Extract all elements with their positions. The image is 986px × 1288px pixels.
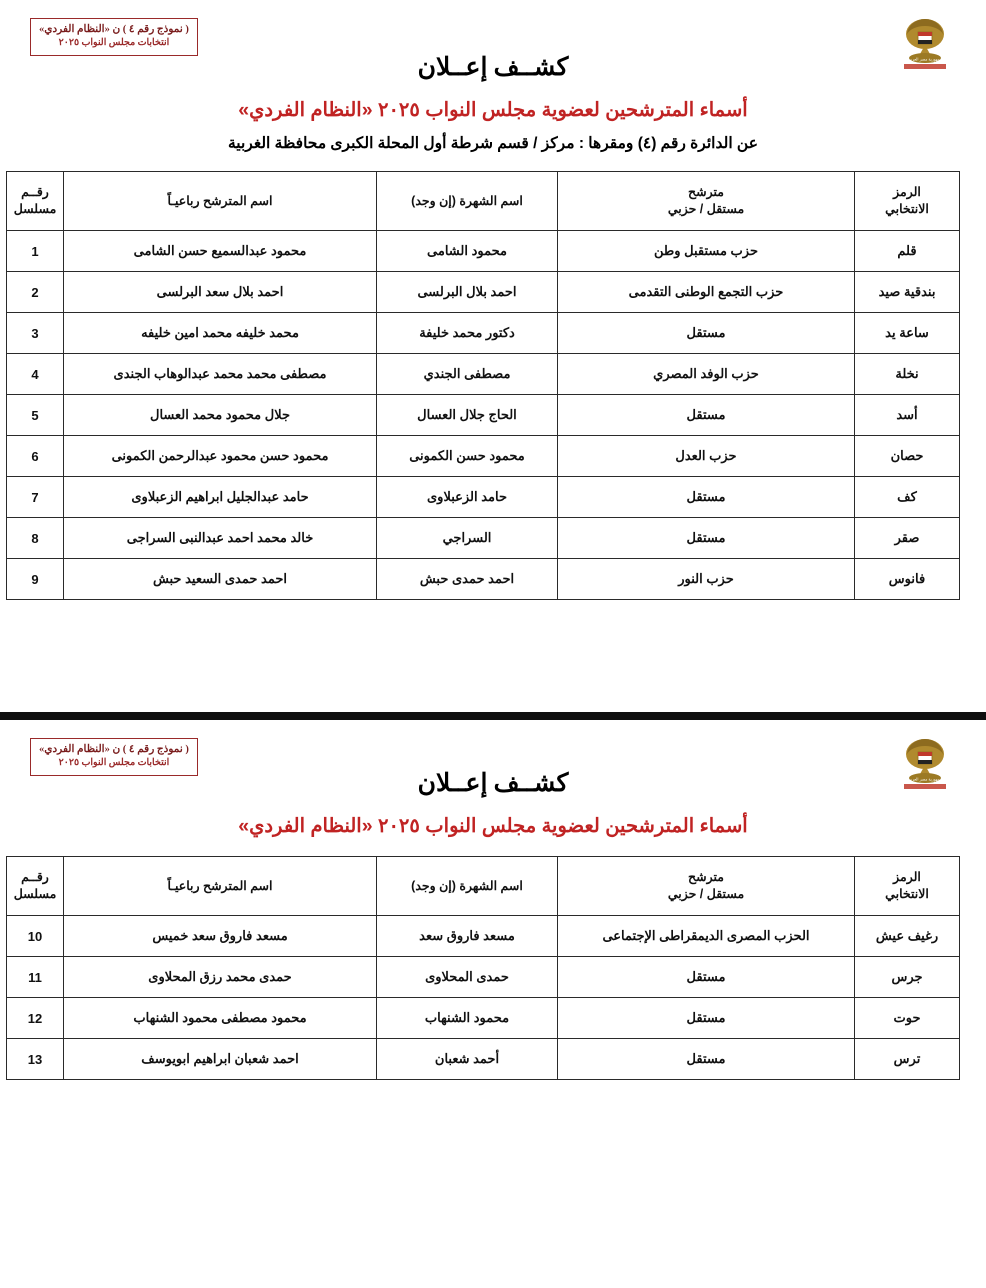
cell-symbol: صقر [855,518,960,559]
cell-fame: حمدى المحلاوى [377,957,558,998]
col-header-number-line2: مسلسل [13,202,57,216]
cell-fame: محمود الشنهاب [377,998,558,1039]
cell-symbol: جرس [855,957,960,998]
cell-name: احمد حمدى السعيد حبش [64,559,377,600]
cell-name: احمد شعبان ابراهيم ابويوسف [64,1039,377,1080]
col-header-symbol-line1: الرمز [893,185,921,200]
cell-symbol: ترس [855,1039,960,1080]
cell-party: حزب الوفد المصري [558,354,855,395]
page-subtitle-red-2: أسماء المترشحين لعضوية مجلس النواب ٢٠٢٥ «النظام الفردي» [238,815,748,837]
col-header-symbol-line2: الانتخابي [885,202,929,216]
cell-name: حمدى محمد رزق المحلاوى [64,957,377,998]
cell-party: حزب العدل [558,436,855,477]
table-header-row [7,857,960,916]
col-header-fame: اسم الشهرة (إن وجد) [377,172,558,231]
cell-number: 5 [7,395,64,436]
cell-symbol: ساعة يد [855,313,960,354]
table-header-1 [7,172,960,231]
cell-party: مستقل [558,957,855,998]
cell-fame: مسعد فاروق سعد [377,916,558,957]
cell-fame: محمود حسن الكمونى [377,436,558,477]
page-subtitle-red-1: أسماء المترشحين لعضوية مجلس النواب ٢٠٢٥ «النظام الفردي» [238,99,748,121]
announcement-page-2 [0,720,986,1288]
col-header-party-line1: مترشح [688,870,724,885]
table-row [7,436,960,477]
col-header-number [7,172,64,231]
cell-number: 3 [7,313,64,354]
page-title-1: كشــف إعــلان [417,54,569,81]
table-row [7,916,960,957]
col-header-number [7,857,64,916]
cell-party: مستقل [558,395,855,436]
cell-fame: دكتور محمد خليفة [377,313,558,354]
cell-symbol: فانوس [855,559,960,600]
cell-party: حزب التجمع الوطنى التقدمى [558,272,855,313]
cell-party: الحزب المصرى الديمقراطى الإجتماعى [558,916,855,957]
form-stamp-2 [30,738,198,776]
form-stamp-1 [30,18,198,56]
col-header-symbol [855,172,960,231]
cell-symbol: قلم [855,231,960,272]
cell-name: جلال محمود محمد العسال [64,395,377,436]
cell-name: حامد عبدالجليل ابراهيم الزعبلاوى [64,477,377,518]
cell-fame: أحمد شعبان [377,1039,558,1080]
cell-number: 10 [7,916,64,957]
page-separator [0,712,986,720]
cell-party: حزب مستقبل وطن [558,231,855,272]
cell-symbol: نخلة [855,354,960,395]
cell-symbol: حصان [855,436,960,477]
col-header-number-line1: رقــم [21,185,49,200]
col-header-party [558,172,855,231]
cell-symbol: أسد [855,395,960,436]
table-row [7,354,960,395]
col-header-name: اسم المترشح رباعيـاً [64,172,377,231]
cell-number: 4 [7,354,64,395]
col-header-party-line2: مستقل / حزبي [667,202,745,216]
col-header-symbol-line2: الانتخابي [885,887,929,901]
table-row [7,272,960,313]
cell-symbol: حوت [855,998,960,1039]
cell-number: 12 [7,998,64,1039]
cell-party: مستقل [558,518,855,559]
cell-number: 1 [7,231,64,272]
col-header-fame: اسم الشهرة (إن وجد) [377,857,558,916]
col-header-symbol-line1: الرمز [893,870,921,885]
cell-number: 2 [7,272,64,313]
candidates-table-1 [6,171,960,600]
page-title-2: كشــف إعــلان [417,770,569,797]
cell-name: محمود عبدالسميع حسن الشامى [64,231,377,272]
form-stamp-line2: انتخابات مجلس النواب ٢٠٢٥ [58,758,170,769]
cell-party: مستقل [558,998,855,1039]
cell-number: 8 [7,518,64,559]
cell-name: خالد محمد احمد عبدالنبى السراجى [64,518,377,559]
cell-name: محمود حسن محمود عبدالرحمن الكمونى [64,436,377,477]
table-header-2 [7,857,960,916]
table-row [7,313,960,354]
cell-name: مسعد فاروق سعد خميس [64,916,377,957]
cell-fame: مصطفى الجندي [377,354,558,395]
col-header-number-line2: مسلسل [13,887,57,901]
cell-number: 7 [7,477,64,518]
table-header-row [7,172,960,231]
col-header-symbol [855,857,960,916]
col-header-number-line1: رقــم [21,870,49,885]
table-body-1 [7,231,960,600]
candidates-table-2 [6,856,960,1080]
col-header-party-line2: مستقل / حزبي [667,887,745,901]
cell-fame: السراجي [377,518,558,559]
svg-text:جمهورية مصر العربية: جمهورية مصر العربية [907,776,943,782]
cell-fame: محمود الشامى [377,231,558,272]
cell-number: 6 [7,436,64,477]
cell-symbol: رغيف عيش [855,916,960,957]
col-header-party [558,857,855,916]
cell-fame: احمد حمدى حبش [377,559,558,600]
table-row [7,477,960,518]
cell-name: محمد خليفه محمد امين خليفه [64,313,377,354]
cell-symbol: كف [855,477,960,518]
candidates-table-wrapper-1 [0,171,986,600]
cell-party: حزب النور [558,559,855,600]
table-row [7,518,960,559]
table-row [7,231,960,272]
district-line: عن الدائرة رقم (٤) ومقرها : مركز / قسم شرطة أول المحلة الكبرى محافظة الغربية [227,135,758,152]
table-row [7,957,960,998]
form-stamp-line2: انتخابات مجلس النواب ٢٠٢٥ [58,38,170,49]
cell-fame: احمد بلال البرلسى [377,272,558,313]
cell-party: مستقل [558,313,855,354]
egypt-eagle-emblem-icon [894,10,956,72]
cell-symbol: بندقية صيد [855,272,960,313]
table-row [7,1039,960,1080]
cell-name: محمود مصطفى محمود الشنهاب [64,998,377,1039]
svg-text:جمهورية مصر العربية: جمهورية مصر العربية [907,56,943,62]
cell-name: احمد بلال سعد البرلسى [64,272,377,313]
form-stamp-line1: ( نموذج رقم ٤ ) ن «النظام الفردي» [39,24,189,35]
cell-party: مستقل [558,477,855,518]
cell-number: 11 [7,957,64,998]
cell-party: مستقل [558,1039,855,1080]
cell-number: 9 [7,559,64,600]
cell-fame: حامد الزعبلاوى [377,477,558,518]
col-header-name: اسم المترشح رباعيـاً [64,857,377,916]
col-header-party-line1: مترشح [688,185,724,200]
cell-name: مصطفى محمد محمد عبدالوهاب الجندى [64,354,377,395]
egypt-eagle-emblem-icon [894,730,956,792]
table-body-2 [7,916,960,1080]
table-row [7,559,960,600]
table-row [7,395,960,436]
cell-fame: الحاج جلال العسال [377,395,558,436]
candidates-table-wrapper-2 [0,856,986,1080]
form-stamp-line1: ( نموذج رقم ٤ ) ن «النظام الفردي» [39,744,189,755]
cell-number: 13 [7,1039,64,1080]
table-row [7,998,960,1039]
